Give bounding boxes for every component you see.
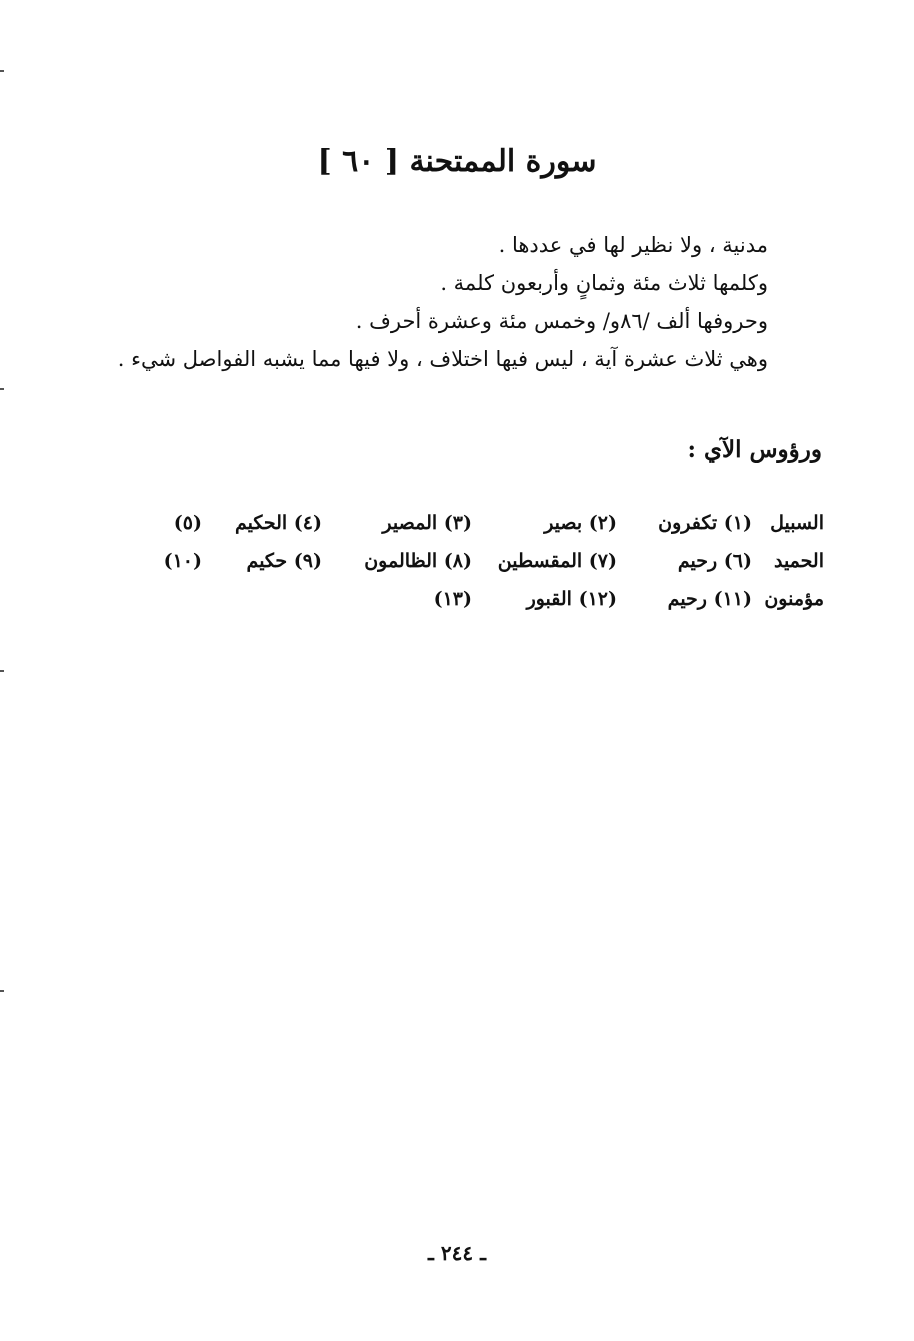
verse-ending: (٩) حكيم [246, 550, 322, 572]
margin-mark [0, 70, 4, 72]
verse-endings-list [124, 504, 824, 618]
verse-ending: الحميد [773, 550, 824, 572]
margin-mark [0, 670, 4, 672]
verse-row [124, 504, 824, 542]
verse-ending: مؤمنون [764, 588, 824, 610]
margin-mark [0, 990, 4, 992]
verse-ending: (٤) الحكيم [234, 512, 322, 534]
verse-row [124, 580, 824, 618]
surah-intro [117, 226, 768, 378]
verse-ending: (١٣) [433, 588, 472, 610]
verse-ending [202, 580, 322, 618]
verse-ending: (١١) رحيم [667, 588, 752, 610]
verse-ending: (١٢) القبور [526, 588, 617, 610]
verse-ending: (٥) [173, 512, 202, 534]
verse-ending: (٢) بصير [544, 512, 617, 534]
verse-endings-heading: ورؤوس الآي : [687, 436, 822, 463]
margin-mark [0, 388, 4, 390]
intro-line: مدنية ، ولا نظير لها في عددها . [498, 233, 768, 257]
verse-ending: (١٠) [163, 550, 202, 572]
verse-ending [142, 580, 202, 618]
intro-line: وحروفها ألف /٨٦و/ وخمس مئة وعشرة أحرف . [355, 309, 768, 333]
verse-ending: (١) تكفرون [658, 512, 752, 534]
verse-ending: السبيل [770, 512, 824, 534]
verse-ending: (٦) رحيم [677, 550, 752, 572]
verse-ending: (٧) المقسطين [497, 550, 617, 572]
surah-title: سورة الممتحنة [ ٦٠ ] [317, 144, 597, 179]
verse-ending: (٣) المصير [382, 512, 472, 534]
intro-line: وكلمها ثلاث مئة وثمانٍ وأربعون كلمة . [440, 271, 768, 295]
page-number: ـ ٢٤٤ ـ [428, 1241, 486, 1265]
intro-line: وهي ثلاث عشرة آية ، ليس فيها اختلاف ، ولا فيها مما يشبه الفواصل شيء . [117, 347, 768, 371]
verse-ending: (٨) الظالمون [364, 550, 472, 572]
verse-row [124, 542, 824, 580]
